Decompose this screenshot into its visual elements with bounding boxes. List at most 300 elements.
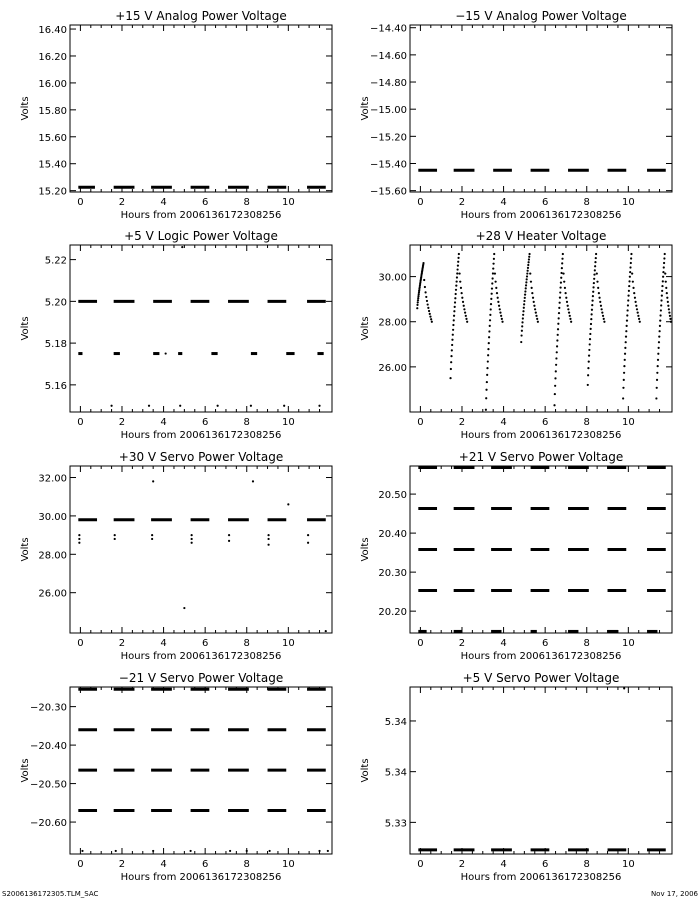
y-tick-label: 16.40 <box>38 25 67 37</box>
data-point <box>497 297 499 299</box>
data-point <box>660 299 662 301</box>
x-tick-label: 0 <box>77 859 84 870</box>
data-point <box>78 534 80 536</box>
data-point <box>627 299 629 301</box>
data-point <box>463 305 465 307</box>
data-point <box>525 284 527 286</box>
data-point <box>598 292 600 294</box>
data-point <box>485 409 487 411</box>
data-point <box>569 315 571 317</box>
data-point <box>658 336 660 338</box>
x-tick-label: 8 <box>243 859 250 870</box>
data-point <box>565 297 567 299</box>
data-point <box>632 281 634 283</box>
data-point <box>596 281 598 283</box>
y-tick-label: 5.16 <box>44 380 67 392</box>
x-tick-label: 10 <box>621 197 635 208</box>
data-point <box>592 291 594 293</box>
data-point <box>557 328 559 330</box>
data-point <box>462 301 464 303</box>
x-tick-label: 6 <box>201 638 209 649</box>
data-point <box>558 307 560 309</box>
x-tick-label: 8 <box>243 638 250 649</box>
data-point <box>669 315 671 317</box>
data-point <box>670 321 672 323</box>
data-point <box>567 305 569 307</box>
data-point <box>664 272 666 274</box>
x-tick-label: 0 <box>77 417 84 428</box>
data-point <box>554 385 556 387</box>
x-tick-label: 0 <box>417 417 424 428</box>
x-tick-label: 8 <box>583 417 590 428</box>
data-point <box>191 534 193 536</box>
data-point <box>594 265 596 267</box>
y-tick-label: 5.34 <box>384 716 407 728</box>
data-point <box>267 544 269 546</box>
x-tick-label: 4 <box>160 417 167 428</box>
data-point <box>450 355 452 357</box>
data-point <box>114 534 116 536</box>
data-point <box>555 364 557 366</box>
data-point <box>623 365 625 367</box>
plot-area <box>78 246 325 407</box>
data-point <box>456 272 458 274</box>
data-point <box>452 329 454 331</box>
x-tick-label: 2 <box>118 417 126 428</box>
chart-title: −21 V Servo Power Voltage <box>118 671 284 685</box>
data-point <box>181 246 183 248</box>
x-tick-label: 6 <box>541 859 549 870</box>
data-point <box>489 314 491 316</box>
y-tick-label: 30.00 <box>38 511 67 523</box>
y-axis-label: Volts <box>360 96 371 121</box>
data-point <box>151 534 153 536</box>
chart-title: +28 V Heater Voltage <box>475 229 607 243</box>
x-tick-label: 6 <box>201 859 209 870</box>
plot-frame <box>70 25 332 192</box>
data-point <box>603 321 605 323</box>
data-point <box>524 290 526 292</box>
data-point <box>488 342 490 344</box>
data-point <box>429 313 431 315</box>
data-point <box>493 258 495 260</box>
data-point <box>228 534 230 536</box>
data-point <box>416 304 418 306</box>
data-point <box>533 301 535 303</box>
data-point <box>528 256 530 258</box>
data-point <box>486 381 488 383</box>
data-point <box>594 269 596 271</box>
data-point <box>528 261 530 263</box>
data-point <box>535 312 537 314</box>
data-point <box>453 315 455 317</box>
chart-panel-1 <box>20 9 332 221</box>
data-point <box>662 271 664 273</box>
data-point <box>593 278 595 280</box>
data-point <box>660 304 662 306</box>
chart-panel-3 <box>20 229 332 441</box>
y-tick-label: 5.33 <box>384 818 407 830</box>
data-point <box>567 308 569 310</box>
data-point <box>594 261 596 263</box>
data-point <box>522 317 524 319</box>
data-point <box>628 280 630 282</box>
data-point <box>115 850 117 852</box>
data-point <box>555 370 557 372</box>
data-point <box>595 257 597 259</box>
x-axis-label: Hours from 2006136172308256 <box>460 872 622 883</box>
data-point <box>569 318 571 320</box>
x-tick-label: 10 <box>281 197 295 208</box>
data-point <box>660 309 662 311</box>
data-point <box>422 262 424 264</box>
data-point <box>457 261 459 263</box>
data-point <box>452 334 454 336</box>
x-axis-label: Hours from 2006136172308256 <box>120 430 282 441</box>
data-point <box>252 480 254 482</box>
data-point <box>562 272 564 274</box>
data-point <box>667 301 669 303</box>
data-point <box>666 292 668 294</box>
data-point <box>558 312 560 314</box>
x-tick-label: 2 <box>458 417 466 428</box>
data-point <box>179 405 181 407</box>
data-point <box>451 339 453 341</box>
data-point <box>461 292 463 294</box>
data-point <box>417 301 419 303</box>
data-point <box>554 377 556 379</box>
y-tick-label: 20.50 <box>378 490 407 502</box>
x-tick-label: 10 <box>281 638 295 649</box>
data-point <box>495 287 497 289</box>
data-point <box>417 295 419 297</box>
data-point <box>625 336 627 338</box>
data-point <box>593 282 595 284</box>
plot-frame <box>410 245 672 412</box>
x-tick-label: 8 <box>583 859 590 870</box>
plot-area <box>418 687 665 850</box>
y-tick-label: 30.00 <box>378 272 407 284</box>
data-point <box>523 300 525 302</box>
x-tick-label: 8 <box>583 197 590 208</box>
data-point <box>183 607 185 609</box>
data-point <box>663 266 665 268</box>
y-tick-label: 15.40 <box>38 159 67 171</box>
data-point <box>501 321 503 323</box>
chart-title: −15 V Analog Power Voltage <box>455 9 627 23</box>
data-point <box>456 276 458 278</box>
data-point <box>622 397 624 399</box>
data-point <box>632 287 634 289</box>
y-tick-label: 28.00 <box>38 550 67 562</box>
data-point <box>589 338 591 340</box>
data-point <box>424 291 426 293</box>
x-axis-label: Hours from 2006136172308256 <box>120 210 282 221</box>
data-point <box>457 265 459 267</box>
data-point <box>601 308 603 310</box>
data-point <box>451 349 453 351</box>
data-point <box>430 318 432 320</box>
y-tick-label: −14.40 <box>369 23 407 35</box>
x-tick-label: 4 <box>160 859 167 870</box>
data-point <box>110 405 112 407</box>
data-point <box>669 318 671 320</box>
y-tick-label: 28.00 <box>378 317 407 329</box>
chart-title: +15 V Analog Power Voltage <box>115 9 287 23</box>
x-tick-label: 0 <box>417 859 424 870</box>
data-point <box>664 253 666 255</box>
data-point <box>628 290 630 292</box>
data-point <box>325 630 327 632</box>
data-point <box>635 301 637 303</box>
data-point <box>528 253 530 255</box>
chart-title: +30 V Servo Power Voltage <box>118 450 284 464</box>
data-point <box>459 281 461 283</box>
x-tick-label: 0 <box>77 197 84 208</box>
data-point <box>457 257 459 259</box>
data-point <box>533 305 535 307</box>
data-point <box>191 538 193 540</box>
data-point <box>501 318 503 320</box>
data-point <box>465 315 467 317</box>
data-point <box>148 405 150 407</box>
x-tick-label: 4 <box>500 417 507 428</box>
data-point <box>521 325 523 327</box>
data-point <box>633 292 635 294</box>
x-tick-label: 6 <box>541 638 549 649</box>
x-tick-label: 4 <box>160 197 167 208</box>
data-point <box>426 300 428 302</box>
data-point <box>488 336 490 338</box>
data-point <box>623 379 625 381</box>
x-tick-label: 10 <box>621 417 635 428</box>
data-point <box>287 503 289 505</box>
chart-title: +21 V Servo Power Voltage <box>458 450 624 464</box>
y-tick-label: −20.30 <box>29 702 67 714</box>
data-point <box>450 368 452 370</box>
data-point <box>559 296 561 298</box>
data-point <box>536 318 538 320</box>
y-tick-label: 20.30 <box>378 568 407 580</box>
data-point <box>453 319 455 321</box>
y-axis-label: Volts <box>20 537 31 562</box>
data-point <box>526 275 528 277</box>
data-point <box>565 292 567 294</box>
data-point <box>560 282 562 284</box>
x-tick-label: 4 <box>500 638 507 649</box>
plot-frame <box>410 687 672 854</box>
y-tick-label: 15.60 <box>38 132 67 144</box>
x-tick-label: 6 <box>201 417 209 428</box>
data-point <box>588 349 590 351</box>
y-tick-label: 5.22 <box>44 255 67 267</box>
x-tick-label: 6 <box>541 197 549 208</box>
data-point <box>636 308 638 310</box>
data-point <box>528 258 530 260</box>
data-point <box>489 325 491 327</box>
data-point <box>602 315 604 317</box>
y-axis-label: Volts <box>360 758 371 783</box>
x-tick-label: 0 <box>77 638 84 649</box>
data-point <box>561 258 563 260</box>
x-tick-label: 6 <box>201 197 209 208</box>
y-tick-label: −20.40 <box>29 741 67 753</box>
data-point <box>659 314 661 316</box>
x-axis-label: Hours from 2006136172308256 <box>460 651 622 662</box>
data-point <box>637 312 639 314</box>
data-point <box>658 347 660 349</box>
data-point <box>559 291 561 293</box>
data-point <box>267 534 269 536</box>
data-point <box>461 297 463 299</box>
data-point <box>665 287 667 289</box>
data-point <box>635 305 637 307</box>
data-point <box>490 298 492 300</box>
data-point <box>492 272 494 274</box>
data-point <box>521 321 523 323</box>
y-tick-label: 16.20 <box>38 51 67 63</box>
data-point <box>592 286 594 288</box>
chart-panel-4 <box>360 229 672 441</box>
y-tick-label: 15.80 <box>38 105 67 117</box>
x-tick-label: 10 <box>281 859 295 870</box>
data-point <box>665 281 667 283</box>
data-point <box>661 290 663 292</box>
data-point <box>657 365 659 367</box>
data-point <box>561 262 563 264</box>
data-point <box>562 253 564 255</box>
data-point <box>527 270 529 272</box>
x-axis-label: Hours from 2006136172308256 <box>120 872 282 883</box>
data-point <box>591 313 593 315</box>
data-point <box>151 538 153 540</box>
data-point <box>485 389 487 391</box>
data-point <box>566 301 568 303</box>
data-point <box>81 850 83 852</box>
data-point <box>228 540 230 542</box>
data-point <box>655 397 657 399</box>
data-point <box>246 850 248 852</box>
data-point <box>603 318 605 320</box>
y-tick-label: 26.00 <box>38 588 67 600</box>
y-tick-label: 26.00 <box>378 362 407 374</box>
x-tick-label: 0 <box>417 638 424 649</box>
data-point <box>622 387 624 389</box>
data-point <box>623 687 625 689</box>
data-point <box>452 324 454 326</box>
x-tick-label: 4 <box>160 638 167 649</box>
data-point <box>78 538 80 540</box>
data-point <box>556 339 558 341</box>
data-point <box>327 850 329 852</box>
y-axis-label: Volts <box>360 537 371 562</box>
data-point <box>659 330 661 332</box>
data-point <box>417 297 419 299</box>
data-point <box>557 323 559 325</box>
data-point <box>630 253 632 255</box>
data-point <box>629 266 631 268</box>
data-point <box>191 542 193 544</box>
x-tick-label: 2 <box>458 638 466 649</box>
x-tick-label: 0 <box>417 197 424 208</box>
x-tick-label: 2 <box>118 638 126 649</box>
data-point <box>520 341 522 343</box>
data-point <box>455 293 457 295</box>
y-tick-label: −20.60 <box>29 818 67 830</box>
data-point <box>624 359 626 361</box>
x-axis-label: Hours from 2006136172308256 <box>120 651 282 662</box>
x-tick-label: 10 <box>621 859 635 870</box>
data-point <box>589 333 591 335</box>
chart-panel-8 <box>360 671 672 883</box>
data-point <box>489 319 491 321</box>
data-point <box>568 312 570 314</box>
data-point <box>624 347 626 349</box>
x-tick-label: 6 <box>541 417 549 428</box>
data-point <box>499 312 501 314</box>
data-point <box>626 314 628 316</box>
data-point <box>626 320 628 322</box>
data-point <box>627 295 629 297</box>
data-point <box>629 276 631 278</box>
data-point <box>595 253 597 255</box>
data-point <box>667 305 669 307</box>
data-point <box>520 334 522 336</box>
data-point <box>283 405 285 407</box>
data-point <box>638 318 640 320</box>
data-point <box>427 307 429 309</box>
y-axis-label: Volts <box>20 316 31 341</box>
data-point <box>458 253 460 255</box>
data-point <box>525 287 527 289</box>
data-point <box>625 341 627 343</box>
data-point <box>114 538 116 540</box>
y-tick-label: −20.50 <box>29 779 67 791</box>
data-point <box>454 301 456 303</box>
y-tick-label: −15.60 <box>369 186 407 198</box>
data-point <box>625 330 627 332</box>
data-point <box>556 345 558 347</box>
y-tick-label: 20.40 <box>378 529 407 541</box>
data-point <box>152 480 154 482</box>
data-point <box>591 300 593 302</box>
data-point <box>560 272 562 274</box>
data-point <box>663 262 665 264</box>
data-point <box>591 309 593 311</box>
data-point <box>631 272 633 274</box>
data-point <box>523 307 525 309</box>
data-point <box>460 287 462 289</box>
data-point <box>466 321 468 323</box>
plot-frame <box>70 245 332 412</box>
y-tick-label: 5.18 <box>44 339 67 351</box>
data-point <box>454 306 456 308</box>
data-point <box>601 312 603 314</box>
data-point <box>639 321 641 323</box>
source-file-label: S2006136172305.TLM_SAC <box>2 890 99 898</box>
x-tick-label: 2 <box>458 859 466 870</box>
data-point <box>656 379 658 381</box>
data-point <box>449 377 451 379</box>
y-axis-label: Volts <box>20 96 31 121</box>
data-point <box>487 348 489 350</box>
data-point <box>526 278 528 280</box>
data-point <box>307 534 309 536</box>
data-point <box>490 308 492 310</box>
data-point <box>627 304 629 306</box>
data-point <box>464 312 466 314</box>
y-tick-label: −15.40 <box>369 159 407 171</box>
